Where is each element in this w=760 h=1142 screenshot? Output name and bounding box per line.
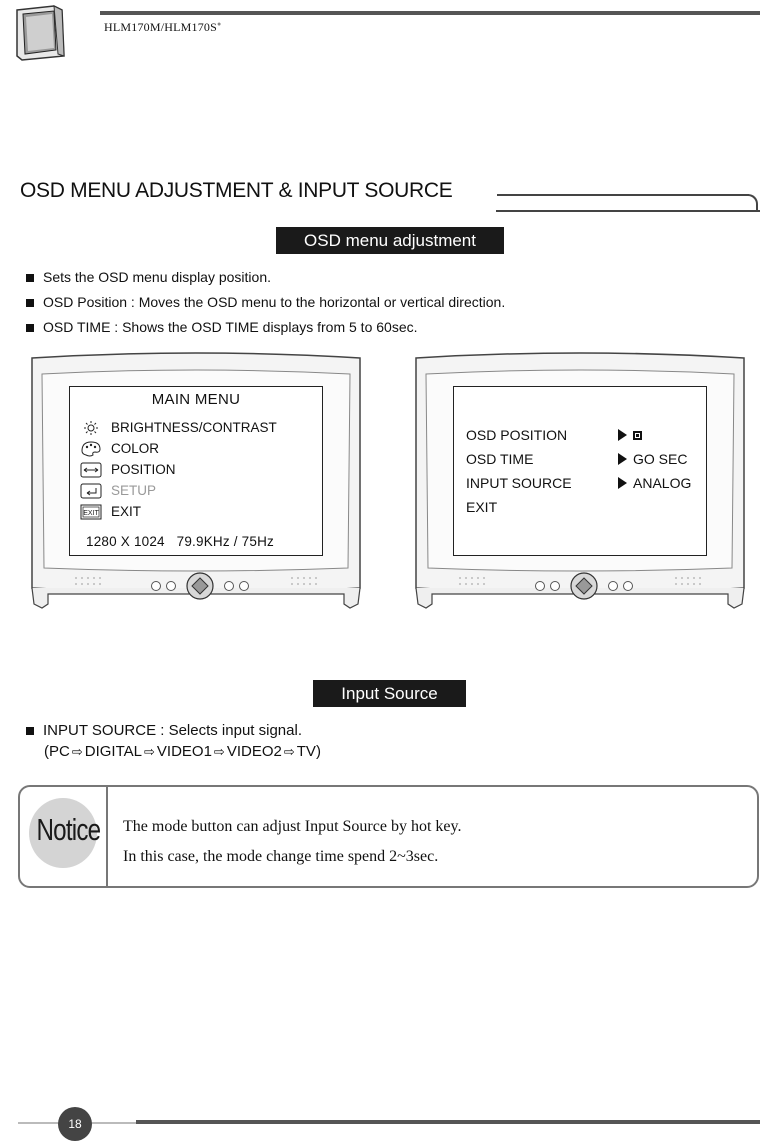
- arrow-right-icon: ⇨: [143, 744, 155, 759]
- monitor-main-menu: [26, 352, 366, 614]
- section-title: OSD MENU ADJUSTMENT & INPUT SOURCE: [20, 179, 453, 202]
- menu-item-position[interactable]: POSITION: [80, 459, 277, 480]
- main-menu-list: [80, 417, 277, 522]
- setup-icon: [80, 482, 102, 499]
- setup-row-osd-time[interactable]: OSD TIME GO SEC: [466, 451, 688, 467]
- header-rule: [100, 11, 760, 15]
- monitor-setup-menu: [410, 352, 750, 614]
- arrow-right-icon: ⇨: [213, 744, 225, 759]
- section-rule-curve: [742, 194, 758, 210]
- bullet-item: OSD TIME : Shows the OSD TIME displays from 5 to 60sec.: [26, 315, 505, 340]
- setup-menu-list: [466, 423, 691, 519]
- menu-item-setup[interactable]: SETUP: [80, 480, 277, 501]
- setup-row-osd-position[interactable]: OSD POSITION: [466, 423, 691, 447]
- section-rule: [497, 194, 749, 196]
- play-arrow-icon: [618, 477, 627, 489]
- model-name: HLM170M/HLM170S●: [104, 20, 222, 34]
- osd-screen: [69, 386, 323, 556]
- arrow-right-icon: ⇨: [283, 744, 295, 759]
- input-sequence: (PC ⇨ DIGITAL ⇨ VIDEO1 ⇨ VIDEO2 ⇨ TV): [44, 743, 321, 760]
- notice-divider: [106, 787, 108, 886]
- bullet-square-icon: [26, 324, 34, 332]
- section-rule-bottom: [496, 210, 760, 212]
- input-source-bullet: INPUT SOURCE : Selects input signal.: [26, 719, 302, 743]
- bullet-item: OSD Position : Moves the OSD menu to the horizontal or vertical direction.: [26, 290, 505, 315]
- menu-item-color[interactable]: COLOR: [80, 438, 277, 459]
- monitor-icon: [14, 4, 68, 62]
- page-number: 18: [58, 1107, 92, 1141]
- bullet-square-icon: [26, 727, 34, 735]
- bullet-square-icon: [26, 274, 34, 282]
- osd-adjustment-tab: OSD menu adjustment: [276, 227, 504, 254]
- setup-row-exit[interactable]: EXIT: [466, 499, 498, 515]
- footer-rule: [136, 1120, 760, 1124]
- exit-icon: [80, 503, 102, 520]
- setup-row-input-source[interactable]: INPUT SOURCE ANALOG: [466, 475, 692, 491]
- main-menu-title: MAIN MENU: [151, 391, 241, 408]
- input-source-tab: Input Source: [313, 680, 466, 707]
- play-arrow-icon: [618, 429, 627, 441]
- bullet-item: Sets the OSD menu display position.: [26, 265, 505, 290]
- svg-text:EXIT: EXIT: [83, 509, 99, 517]
- play-arrow-icon: [618, 453, 627, 465]
- sun-icon: [80, 419, 102, 436]
- osd-bullet-list: [26, 265, 505, 340]
- menu-item-brightness-contrast[interactable]: BRIGHTNESS/CONTRAST: [80, 417, 277, 438]
- resolution-status: 1280 X 1024 79.9KHz / 75Hz: [86, 534, 274, 549]
- notice-text: The mode button can adjust Input Source by hot key. In this case, the mode change time spend 2~3sec.: [123, 818, 462, 865]
- arrow-right-icon: ⇨: [71, 744, 83, 759]
- palette-icon: [80, 440, 102, 457]
- position-box-icon: [633, 431, 642, 440]
- position-icon: [80, 461, 102, 478]
- osd-screen: [453, 386, 707, 556]
- menu-item-exit[interactable]: EXIT EXIT: [80, 501, 277, 522]
- bullet-square-icon: [26, 299, 34, 307]
- notice-label: Notice: [36, 812, 101, 847]
